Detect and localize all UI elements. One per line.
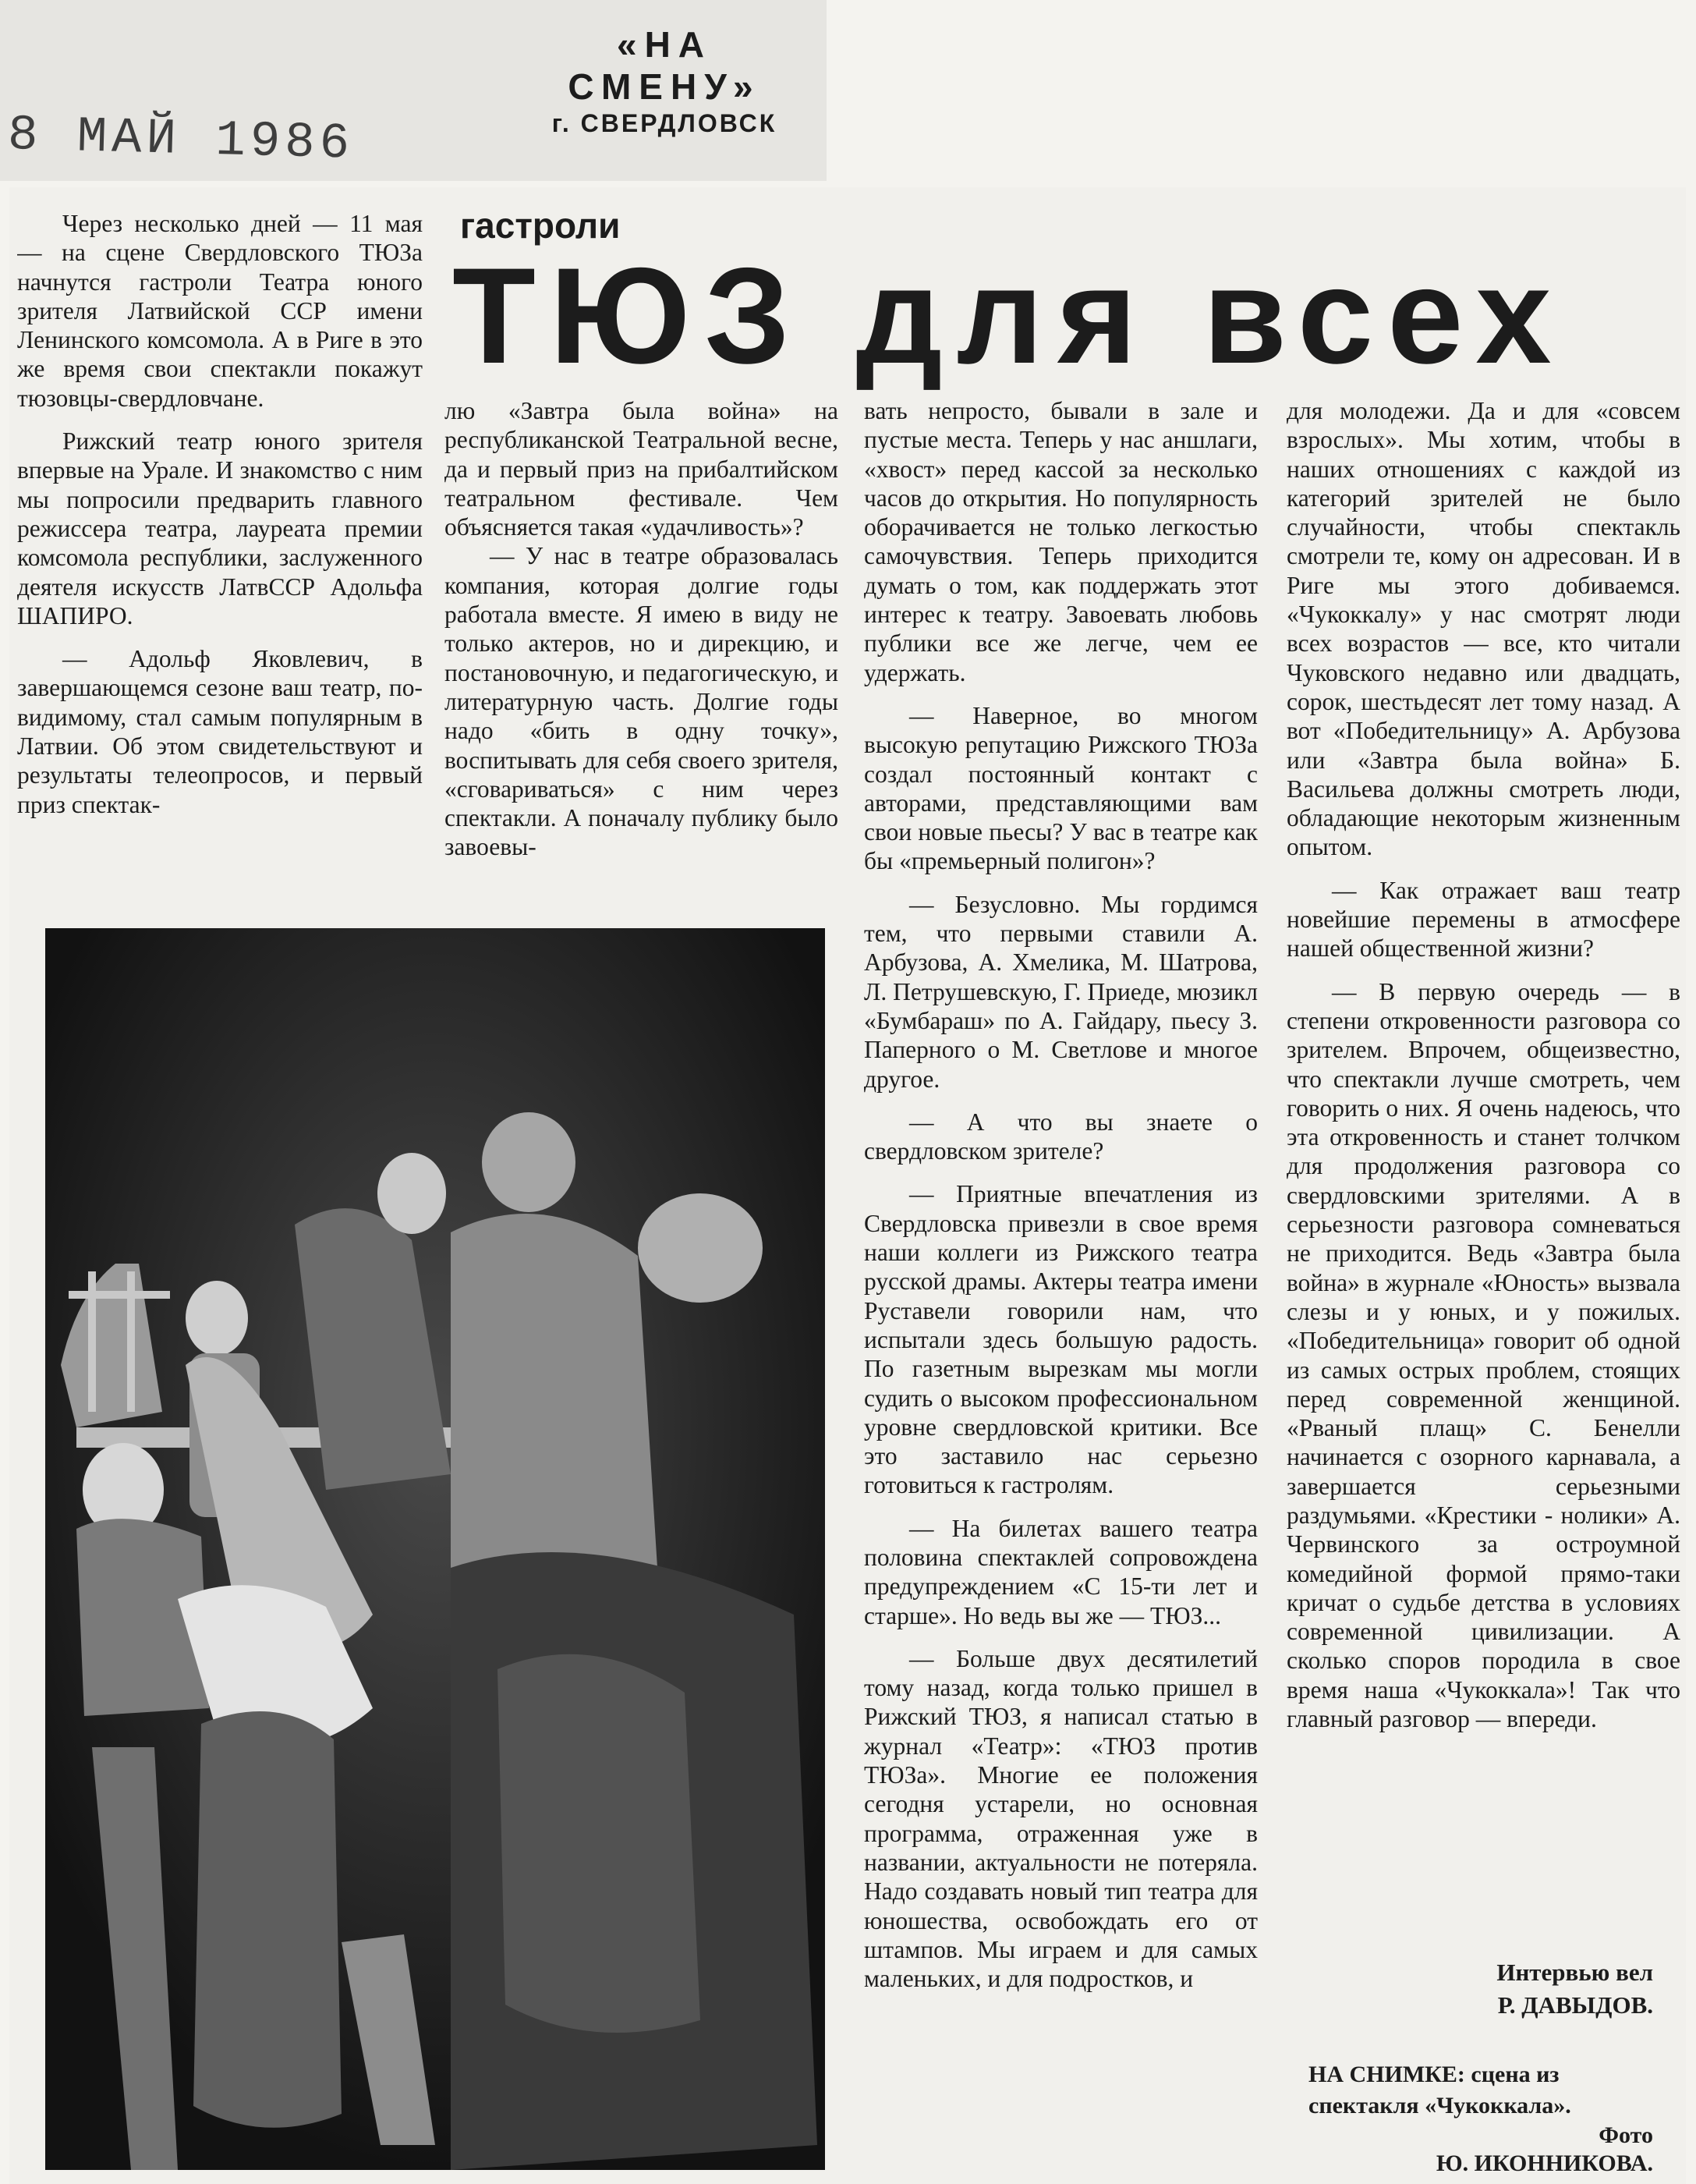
- paragraph: для молодежи. Да и для «совсем взрослых». Мы хотим, чтобы в наших отношениях с каждой из категорий зрителей не было случайности, чтобы спектакль смотрели те, кому он адресован. И в Риге мы этого добиваемся. «Чукоккалу» у нас смотрят люди всех возрастов — все, кто читали Чуковского недавно или двадцать, сорок, шестьдесят лет тому назад. А вот «Победительницу» А. Арбузова или «Завтра была война» Б. Васильева должны смотреть люди, обладающие некоторым жизненным опытом.: [1287, 397, 1680, 861]
- paragraph: — Как отражает ваш театр новейшие перемены в атмосфере нашей общественной жизни?: [1287, 876, 1680, 963]
- stage-photo-image: [45, 928, 825, 2170]
- article-rubric: гастроли: [460, 205, 621, 246]
- paragraph: Рижский театр юного зрителя впервые на Урале. И знакомство с ним мы попросили предварить главного режиссера театра, лауреата премии комсомола республики, заслуженного деятеля искусств ЛатвССР Адольфа ШАПИРО.: [17, 427, 423, 629]
- text-column-1: [17, 209, 423, 895]
- paragraph: — У нас в театре образовалась компания, которая долгие годы работала вместе. Я имею в виду не только актеров, но и дирекцию, и постановочную, и педагогическую, и литературную часть. Долгие годы надо «бить в одну точку», воспитывать для себя своего зрителя, «сговариваться» с ним через спектакли. А поначалу публику было завоевы-: [444, 542, 838, 861]
- paragraph: Через несколько дней — 11 мая — на сцене Свердловского ТЮЗа начнутся гастроли Театра юного зрителя Латвийской ССР имени Ленинского комсомола. А в Риге в это же время свои спектакли покажут тюзовцы-свердловчане.: [17, 210, 423, 412]
- photo-credit: [1287, 2122, 1653, 2178]
- interview-credit: [1287, 1956, 1653, 2022]
- photo-caption: [1308, 2059, 1667, 2122]
- date-stamp: 8 МАЙ 1986: [7, 108, 355, 173]
- newspaper-name: «НА СМЕНУ»: [568, 24, 761, 107]
- paragraph: — Адольф Яковлевич, в завершающемся сезоне ваш театр, по-видимому, стал самым популярным в Латвии. Об этом свидетельствуют и результаты телеопросов, и первый приз спектак-: [17, 645, 423, 818]
- paragraph: — Безусловно. Мы гордимся тем, что первыми ставили А. Арбузова, А. Хмелика, М. Шатрова, Л. Петрушевскую, Г. Приеде, мюзикл «Бумбараш» по А. Гайдару, пьесу З. Паперного о М. Светлове и многое другое.: [864, 890, 1258, 1093]
- credit-intro: Интервью вел: [1496, 1959, 1653, 1986]
- paragraph: вать непросто, бывали в зале и пустые места. Теперь у нас аншлаги, «хвост» перед кассой за несколько часов до открытия. Но популярность оборачивается не только легкостью самочувствия. Теперь приходится думать о том, как поддержать этот интерес к театру. Завоевать любовь публики все же легче, чем ее удержать.: [864, 397, 1258, 686]
- caption-text: сцена из спектакля «Чукоккала».: [1308, 2062, 1571, 2118]
- text-column-3: [864, 396, 1258, 2182]
- credit-name: Р. ДАВЫДОВ.: [1497, 1991, 1653, 2019]
- article-headline: ТЮЗ для всех: [452, 240, 1566, 392]
- photo-label: Фото: [1599, 2122, 1653, 2148]
- text-column-4: [1287, 396, 1680, 1948]
- newspaper-masthead: [524, 23, 805, 138]
- paragraph: — На билетах вашего театра половина спектаклей сопровождена предупреждением «С 15-ти лет и старше». Но ведь вы же — ТЮЗ...: [864, 1514, 1258, 1629]
- paragraph: — В первую очередь — в степени откровенности разговора со зрителем. Впрочем, общеизвестно, что спектакли лучше смотреть, чем говорить о них. Я очень надеюсь, что эта откровенность и станет толчком для продолжения разговора со свердловскими зрителями. А в серьезности разговора сомневаться не приходится. Ведь «Завтра была война» в журнале «Юность» вызвала слезы и у юных, и у пожилых. «Победительница» говорит об одной из самых острых проблем, стоящих перед современной женщиной. «Рваный плащ» С. Бенелли начинается с озорного карнавала, а завершается серьезными раздумьями. «Крестики - нолики» А. Червинского за остроумной комедийной формой прямо-таки кричат о судьбе детства в условиях современной цивилизации. А сколько споров породила в свое время наша «Чукоккала»! Так что главный разговор — впереди.: [1287, 977, 1680, 1733]
- paragraph: — Больше двух десятилетий тому назад, когда только пришел в Рижский ТЮЗ, я написал статью в журнал «Театр»: «ТЮЗ против ТЮЗа». Многие ее положения сегодня устарели, но основная программа, отраженная уже в названии, актуальности не потеряла. Надо создавать новый тип театра для юношества, освобождать его от штампов. Мы играем и для самых маленьких, и для подростков, и: [864, 1644, 1258, 1993]
- paragraph: — Приятные впечатления из Свердловска привезли в свое время наши коллеги из Рижского театра русской драмы. Актеры театра имени Руставели говорили нам, что испытали здесь большую радость. По газетным вырезкам мы могли судить о высоком профессиональном уровне свердловской критики. Все это заставило нас серьезно готовиться к гастролям.: [864, 1180, 1258, 1499]
- paragraph: — А что вы знаете о свердловском зрителе?: [864, 1108, 1258, 1165]
- caption-label: НА СНИМКЕ:: [1308, 2062, 1465, 2087]
- text-column-2: [444, 396, 838, 895]
- paragraph: — Наверное, во многом высокую репутацию Рижского ТЮЗа создал постоянный контакт с авторами, представляющими вам свои новые пьесы? У вас в театре как бы «премьерный полигон»?: [864, 701, 1258, 875]
- newspaper-city: г. СВЕРДЛОВСК: [551, 109, 777, 137]
- photo-author: Ю. ИКОННИКОВА.: [1436, 2150, 1653, 2176]
- paragraph: лю «Завтра была война» на республиканской Театральной весне, да и первый приз на прибалтийском театральном фестивале. Чем объясняется такая «удачливость»?: [444, 397, 838, 541]
- stage-photo: [45, 928, 825, 2170]
